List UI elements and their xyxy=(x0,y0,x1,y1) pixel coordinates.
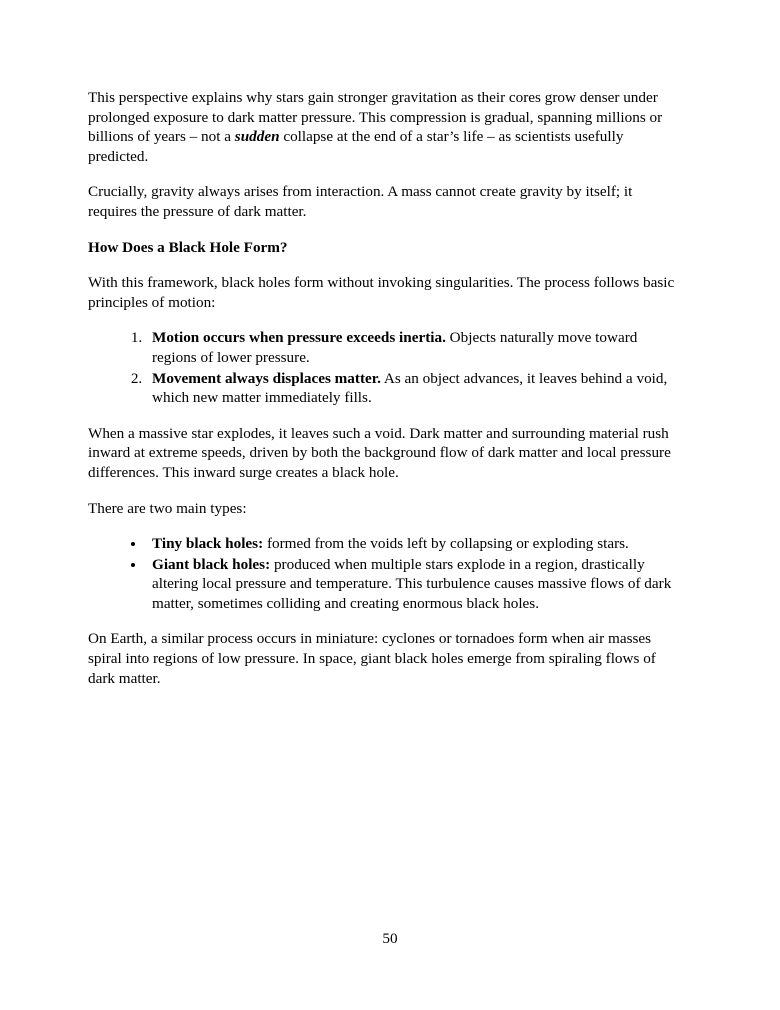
paragraph-framework: With this framework, black holes form without invoking singularities. The process follows basic principles of motion: xyxy=(88,274,675,311)
paragraph-gravity-interaction: Crucially, gravity always arises from interaction. A mass cannot create gravity by itself; it requires the pressure of dark matter. xyxy=(88,183,633,220)
list-item xyxy=(146,534,685,554)
list-item-lead: Motion occurs when pressure exceeds inertia. xyxy=(152,329,446,347)
numbered-list-principles xyxy=(88,328,685,407)
paragraph-perspective-text-2: collapse at the end of a star’s life – as scientists usefully predicted. xyxy=(88,128,624,165)
section-heading-black-hole-form: How Does a Black Hole Form? xyxy=(88,238,288,256)
list-item-lead: Tiny black holes: xyxy=(152,535,264,553)
list-item xyxy=(146,555,685,614)
list-item-text: Objects naturally move toward regions of lower pressure. xyxy=(152,329,638,366)
paragraph-earth-analogy: On Earth, a similar process occurs in miniature: cyclones or tornadoes form when air masses spiral into regions of low pressure. In space, giant black holes emerge from spiraling flows of dark matter. xyxy=(88,630,656,687)
list-item xyxy=(146,369,685,408)
paragraph-perspective-text-1: This perspective explains why stars gain stronger gravitation as their cores grow denser under prolonged exposure to dark matter pressure. This compression is gradual, spanning millions or billions of years – not a xyxy=(88,89,663,146)
list-item-text: formed from the voids left by collapsing or exploding stars. xyxy=(263,535,629,553)
list-item-lead: Giant black holes: xyxy=(152,555,271,573)
list-item-text: produced when multiple stars explode in a region, drastically altering local pressure and temperature. This turbulence causes massive flows of dark matter, sometimes colliding and creating enormous black holes. xyxy=(152,555,672,612)
list-item xyxy=(146,328,685,367)
list-item-text: As an object advances, it leaves behind a void, which new matter immediately fills. xyxy=(152,369,668,407)
bulleted-list-black-hole-types xyxy=(88,534,685,613)
page-content xyxy=(88,88,685,704)
list-item-lead: Movement always displaces matter. xyxy=(152,369,381,387)
paragraph-two-main-types: There are two main types: xyxy=(88,499,247,517)
paragraph-perspective-emphasis: sudden xyxy=(234,128,280,146)
paragraph-perspective xyxy=(88,88,685,166)
page-number: 50 xyxy=(382,930,398,947)
paragraph-star-explodes: When a massive star explodes, it leaves such a void. Dark matter and surrounding material rush inward at extreme speeds, driven by both the background flow of dark matter and local pressure differences. This inward surge creates a black hole. xyxy=(88,424,671,481)
